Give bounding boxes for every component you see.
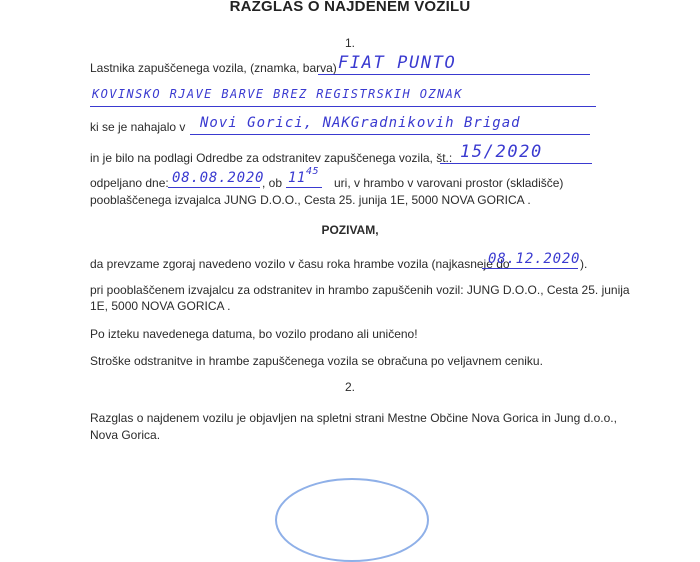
contractor-paragraph-1: pri pooblaščenem izvajalcu za odstranitev in hrambo zapuščenih vozil: JUNG D.O.O., Cesta 25. junija bbox=[90, 283, 630, 297]
contractor-paragraph-2: 1E, 5000 NOVA GORICA . bbox=[90, 299, 231, 313]
location-label: ki se je nahajalo v bbox=[90, 120, 186, 134]
description-underline bbox=[90, 106, 596, 107]
publication-note-1: Razglas o najdenem vozilu je objavljen na spletni strani Mestne Občine Nova Gorica in Jung d.o.o., bbox=[90, 411, 617, 425]
publication-note-2: Nova Gorica. bbox=[90, 428, 161, 442]
towed-time-minute: 45 bbox=[306, 166, 320, 177]
owner-value: FIAT PUNTO bbox=[338, 53, 457, 73]
claim-underline bbox=[482, 268, 578, 269]
towed-rest: uri, v hrambo v varovani prostor (skladišče) bbox=[334, 176, 564, 190]
vehicle-description: KOVINSKO RJAVE BARVE BREZ REGISTRSKIH OZNAK bbox=[92, 87, 463, 101]
sale-warning: Po izteku navedenega datuma, bo vozilo prodano ali uničeno! bbox=[90, 327, 418, 341]
towed-time-hour: 11 bbox=[288, 170, 306, 186]
at-label: , ob bbox=[262, 176, 283, 190]
location-value: Novi Gorici, NAKGradnikovih Brigad bbox=[200, 115, 521, 131]
towed-date-underline bbox=[168, 187, 260, 188]
official-stamp-seal bbox=[275, 478, 429, 562]
section-number-1: 1. bbox=[344, 36, 355, 50]
order-underline bbox=[440, 163, 592, 164]
claim-end: ). bbox=[580, 257, 588, 271]
towed-date: 08.08.2020 bbox=[172, 170, 265, 186]
location-underline bbox=[190, 134, 590, 135]
pozivam-heading: POZIVAM, bbox=[321, 223, 379, 237]
towed-label: odpeljano dne: bbox=[90, 176, 169, 190]
owner-label: Lastnika zapuščenega vozila, (znamka, barva) bbox=[90, 61, 337, 75]
claim-deadline: 08.12.2020 bbox=[488, 251, 581, 267]
owner-underline bbox=[318, 74, 590, 75]
claim-label: da prevzame zgoraj navedeno vozilo v času roka hrambe vozila (najkasneje do bbox=[90, 257, 510, 271]
cost-note: Stroške odstranitve in hrambe zapuščenega vozila se obračuna po veljavnem ceniku. bbox=[90, 354, 543, 368]
order-number: 15/2020 bbox=[460, 142, 543, 162]
section-number-2: 2. bbox=[344, 380, 355, 394]
document-title: RAZGLAS O NAJDENEM VOZILU bbox=[229, 0, 471, 15]
towed-time-underline bbox=[286, 187, 322, 188]
order-label: in je bilo na podlagi Odredbe za odstranitev zapuščenega vozila, št.: bbox=[90, 151, 453, 165]
contractor-line: pooblaščenega izvajalca JUNG D.O.O., Cesta 25. junija 1E, 5000 NOVA GORICA . bbox=[90, 193, 531, 207]
